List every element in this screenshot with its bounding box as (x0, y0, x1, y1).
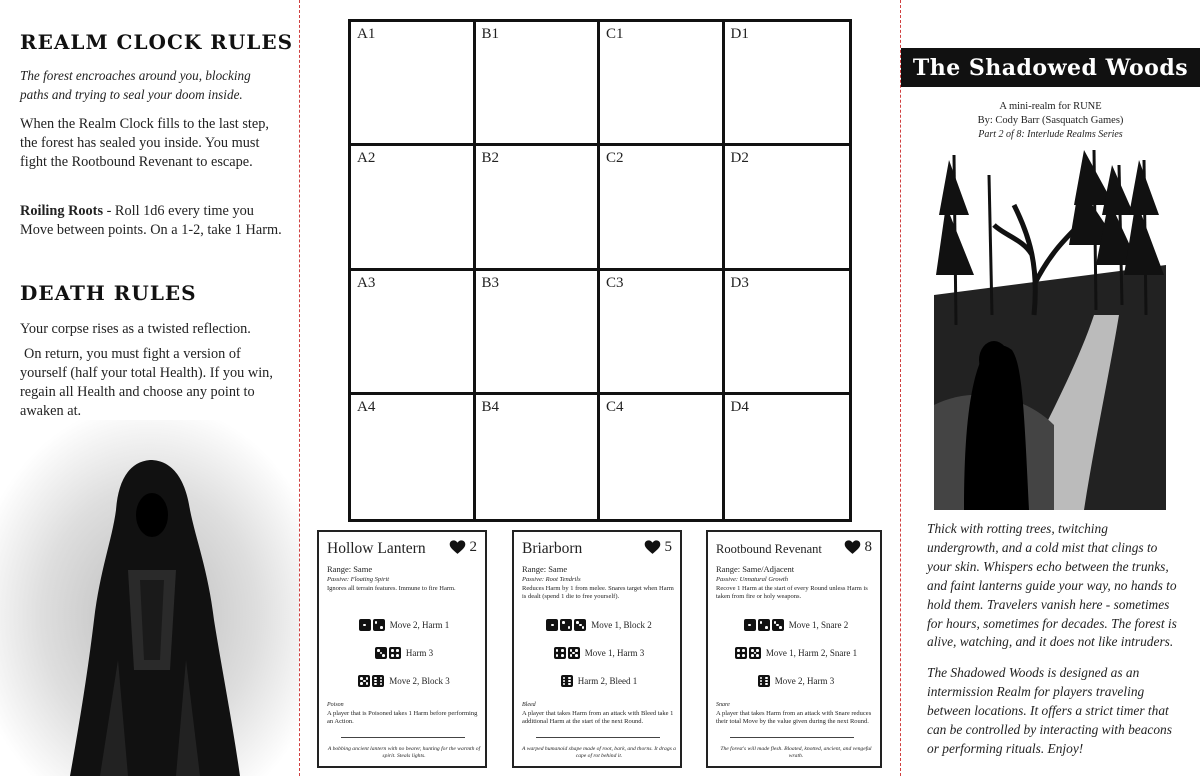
dice-icons (554, 647, 580, 659)
card-health (844, 539, 873, 556)
realm-title: The Shadowed Woods (912, 54, 1189, 81)
move-row (514, 647, 684, 659)
health-value: 2 (469, 539, 477, 555)
dice-icons (735, 647, 761, 659)
die-face-3-icon (772, 619, 784, 631)
grid-cell-b2[interactable]: B2 (476, 146, 601, 270)
dice-icons (358, 675, 384, 687)
card-passive: Passive: Unnatural Growth (716, 576, 788, 583)
card-divider (341, 737, 465, 738)
move-text: Move 1, Harm 3 (584, 648, 645, 658)
roiling-roots-rule (20, 202, 285, 240)
grid-cell-d1[interactable]: D1 (725, 22, 850, 146)
card-health (449, 539, 478, 556)
card-title: Briarborn (522, 540, 583, 557)
death-heading: DEATH RULES (20, 281, 197, 305)
dice-icons (359, 619, 385, 631)
die-face-1-icon (359, 619, 371, 631)
die-face-2-icon (758, 619, 770, 631)
move-row (514, 619, 684, 631)
card-flavor-text: A bobbing ancient lantern with no bearer, hunting for the warmth of spirit. Steals lights. (327, 746, 481, 759)
author-line: By: Cody Barr (Sasquatch Games) (977, 115, 1124, 126)
description-paragraph-1: Thick with rotting trees, twitching undergrowth, and a cold mist that clings to your skin. Whispers echo between the trunks, and faint lanterns guide your way, no hands to hold them. Travelers vanish here - sometimes for hours, sometimes for decades. The forest is alive, watching, and it does not like intruders. (927, 521, 1177, 650)
grid-cell-c1[interactable]: C1 (600, 22, 725, 146)
enemy-card-hollow-lantern (317, 530, 487, 768)
die-face-4-icon (554, 647, 566, 659)
grid-cell-c3[interactable]: C3 (600, 271, 725, 395)
grid-cell-d2[interactable]: D2 (725, 146, 850, 270)
dice-icons (758, 675, 770, 687)
card-title: Rootbound Revenant (716, 542, 822, 556)
subtitle-line: A mini-realm for RUNE (999, 101, 1102, 112)
card-divider (536, 737, 660, 738)
die-face-1-icon (546, 619, 558, 631)
die-face-2-icon (560, 619, 572, 631)
die-face-3-icon (574, 619, 586, 631)
die-face-4-icon (389, 647, 401, 659)
condition-text: A player that takes Harm from an attack with Bleed take 1 additional Harm at the start of the next Round. (522, 710, 674, 725)
dice-icons (546, 619, 586, 631)
move-text: Move 1, Snare 2 (788, 620, 849, 630)
grid-cell-c2[interactable]: C2 (600, 146, 725, 270)
card-range: Range: Same/Adjacent (716, 564, 795, 574)
move-row (708, 619, 884, 631)
description-paragraph-2: The Shadowed Woods is designed as an intermission Realm for players traveling between locations. It offers a strict timer that can be controlled by interacting with beacons or performing rituals. Enjoy! (927, 665, 1172, 756)
die-face-4-icon (735, 647, 747, 659)
dice-icons (561, 675, 573, 687)
fold-line-left (299, 0, 300, 776)
die-face-3-icon (375, 647, 387, 659)
grid-cell-a3[interactable]: A3 (351, 271, 476, 395)
grid-cell-b1[interactable]: B1 (476, 22, 601, 146)
card-flavor-text: The forest's will made flesh. Bloated, knotted, ancient, and vengeful wrath. (720, 746, 872, 759)
hooded-figure-illustration (0, 420, 299, 776)
condition-text: A player that is Poisoned takes 1 Harm before performing an Action. (327, 710, 478, 725)
card-passive: Passive: Floating Spirit (327, 576, 390, 583)
card-health (644, 539, 673, 556)
health-value: 5 (664, 539, 672, 555)
die-face-5-icon (749, 647, 761, 659)
move-row (708, 647, 884, 659)
die-face-6-icon (372, 675, 384, 687)
card-flavor-text: A warped humanoid shape made of root, bark, and thorns. It drags a cape of rot behind it. (522, 746, 676, 759)
heart-icon (844, 539, 861, 556)
condition-name: Poison (327, 702, 344, 708)
card-passive-text: Ignores all terrain features. Immune to fire Harm. (327, 585, 456, 592)
health-value: 8 (864, 539, 872, 555)
grid-cell-a2[interactable]: A2 (351, 146, 476, 270)
grid-cell-c4[interactable]: C4 (600, 395, 725, 519)
heart-icon (449, 539, 466, 556)
card-divider (730, 737, 854, 738)
dice-icons (744, 619, 784, 631)
card-passive-text: Reduces Harm by 1 from melee. Snares target when Harm is dealt (spend 1 die to free yourself). (522, 585, 674, 600)
die-face-2-icon (373, 619, 385, 631)
move-text: Move 2, Harm 1 (389, 620, 450, 630)
realm-clock-heading: REALM CLOCK RULES (20, 30, 294, 54)
move-text: Move 1, Block 2 (591, 620, 652, 630)
move-row (319, 647, 489, 659)
realm-map-grid (348, 19, 852, 522)
condition-name: Snare (716, 702, 730, 708)
move-text: Harm 2, Bleed 1 (577, 676, 638, 686)
die-face-6-icon (561, 675, 573, 687)
grid-cell-a4[interactable]: A4 (351, 395, 476, 519)
forest-illustration (934, 145, 1166, 510)
grid-cell-d4[interactable]: D4 (730, 398, 749, 415)
death-text-2: On return, you must fight a version of yourself (half your total Health). If you win, regain all Health and choose any point to awaken at. (20, 346, 273, 419)
condition-name: Bleed (522, 702, 536, 708)
enemy-card-briarborn (512, 530, 682, 768)
death-text-1: Your corpse rises as a twisted reflection. (20, 321, 251, 337)
move-text: Move 1, Harm 2, Snare 1 (765, 648, 858, 658)
roiling-roots-label: Roiling Roots (20, 203, 104, 219)
realm-clock-intro: The forest encroaches around you, blocking paths and trying to seal your doom inside. (20, 68, 251, 102)
roiling-roots-text: - Roll 1d6 every time you Move between points. On a 1-2, take 1 Harm. (20, 203, 282, 238)
move-row (319, 675, 489, 687)
move-text: Move 2, Harm 3 (774, 676, 835, 686)
rules-panel (0, 0, 299, 776)
die-face-5-icon (358, 675, 370, 687)
title-banner (901, 48, 1200, 87)
die-face-1-icon (744, 619, 756, 631)
grid-cell-b4[interactable]: B4 (476, 395, 601, 519)
dice-icons (375, 647, 401, 659)
card-passive: Passive: Root Tendrils (522, 576, 581, 583)
condition-text: A player that takes Harm from an attack with Snare reduces their total Move by the value given during the next Round. (716, 710, 872, 725)
subtitle-block (901, 100, 1200, 142)
grid-cell-a1[interactable]: A1 (351, 22, 476, 146)
grid-cell-b3[interactable]: B3 (476, 271, 601, 395)
die-face-5-icon (568, 647, 580, 659)
grid-cell-d3[interactable]: D3 (725, 271, 850, 395)
move-row (708, 675, 884, 687)
card-passive-text: Recove 1 Harm at the start of every Round unless Harm is taken from fire or holy weapons. (716, 585, 868, 600)
move-text: Harm 3 (405, 648, 434, 658)
move-row (319, 619, 489, 631)
card-title: Hollow Lantern (327, 540, 426, 557)
heart-icon (644, 539, 661, 556)
card-range: Range: Same (327, 564, 373, 574)
die-face-6-icon (758, 675, 770, 687)
move-text: Move 2, Block 3 (389, 676, 450, 686)
series-line: Part 2 of 8: Interlude Realms Series (978, 129, 1123, 140)
card-range: Range: Same (522, 564, 568, 574)
realm-clock-text: When the Realm Clock fills to the last step, the forest has sealed you inside. You must fight the Rootbound Revenant to escape. (20, 116, 269, 170)
move-row (514, 675, 684, 687)
enemy-card-rootbound-revenant (706, 530, 882, 768)
